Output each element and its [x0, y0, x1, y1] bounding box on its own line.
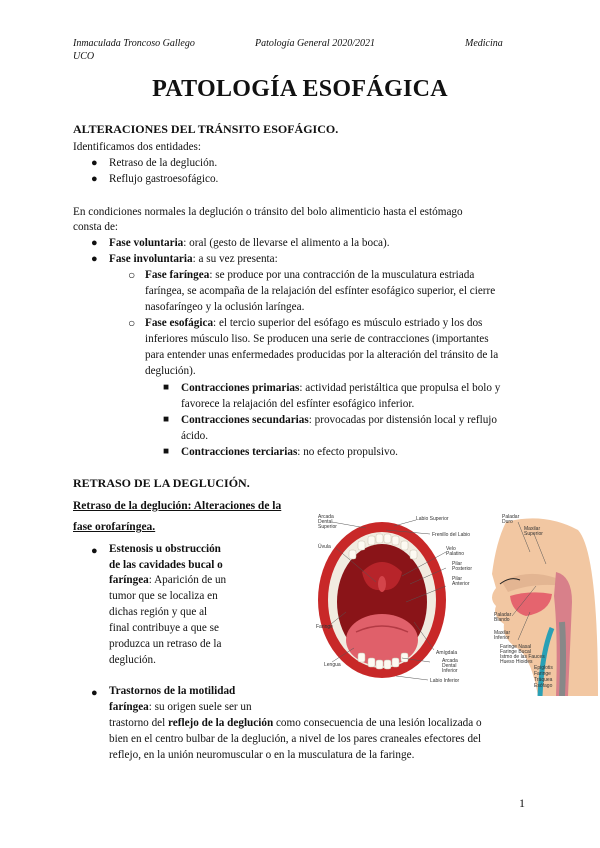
contracciones-terciarias: Contracciones terciarias: no efecto propulsivo.	[181, 446, 398, 458]
svg-text:Maxilar: Maxilar	[494, 630, 511, 636]
page-number: 1	[519, 796, 525, 810]
phase-voluntaria: Fase voluntaria: oral (gesto de llevarse el alimento a la boca).	[109, 237, 390, 249]
svg-text:Superior: Superior	[318, 524, 337, 530]
anatomy-figure	[306, 512, 598, 696]
header-author	[73, 37, 195, 63]
svg-text:Paladar: Paladar	[502, 514, 520, 520]
svg-text:Epiglotis: Epiglotis	[534, 665, 553, 671]
svg-text:Pilar: Pilar	[452, 576, 463, 582]
svg-text:Istmo de las Fauces: Istmo de las Fauces	[500, 654, 545, 660]
paragraph-line: inferiores músculo liso. Se producen una serie de contracciones (importantes	[145, 333, 489, 345]
paragraph-line: dichas región y que al	[109, 606, 208, 618]
bullet-icon: ●	[91, 687, 98, 699]
paragraph-line: final contribuye a que se	[109, 622, 219, 634]
contracciones-primarias: Contracciones primarias: actividad peristáltica que propulsa el bolo y	[181, 382, 501, 394]
entity-item: Retraso de la deglución.	[109, 157, 218, 169]
section-heading-transito: ALTERACIONES DEL TRÁNSITO ESOFÁGICO.	[73, 122, 339, 136]
svg-text:Dental: Dental	[318, 519, 333, 525]
estenosis-title: de las cavidades bucal o	[109, 559, 223, 571]
fase-esofagica: Fase esofágica: el tercio superior del esófago es músculo estriado y los dos	[145, 317, 483, 329]
svg-text:Lengua: Lengua	[324, 662, 341, 668]
svg-text:Dental: Dental	[442, 663, 457, 669]
paragraph-line: consta de:	[73, 221, 119, 233]
trastornos-line: trastorno del reflejo de la deglución como consecuencia de una lesión localizada o	[109, 717, 482, 729]
svg-text:Hueso Hioides: Hueso Hioides	[500, 659, 533, 665]
header-degree: Medicina	[465, 38, 503, 49]
bullet-icon: ●	[91, 173, 98, 185]
paragraph-line: nasofaríngeo y la oclusión laríngea.	[145, 301, 305, 313]
paragraph-line: En condiciones normales la deglución o tránsito del bolo alimenticio hasta el estómago	[73, 206, 463, 218]
author-name: Inmaculada Troncoso Gallego	[73, 38, 195, 49]
paragraph-line: deglución).	[145, 365, 196, 377]
circle-bullet-icon: ○	[128, 316, 136, 330]
svg-text:Úvula: Úvula	[318, 544, 331, 550]
open-mouth-illustration	[318, 522, 446, 678]
page-title: PATOLOGÍA ESOFÁGICA	[152, 76, 448, 102]
phase-involuntaria: Fase involuntaria: a su vez presenta:	[109, 253, 278, 265]
bullet-icon: ●	[91, 157, 98, 169]
svg-text:Esófago: Esófago	[534, 683, 553, 689]
intro-text: Identificamos dos entidades:	[73, 141, 202, 153]
subheading-line: Retraso de la deglución: Alteraciones de la	[73, 500, 282, 512]
university-name: UCO	[73, 51, 95, 62]
fase-faringea: Fase faríngea: se produce por una contracción de la musculatura estriada	[145, 269, 475, 281]
svg-text:Faringe Nasal: Faringe Nasal	[500, 644, 532, 650]
svg-text:Arcada: Arcada	[442, 658, 458, 664]
svg-text:Palatino: Palatino	[446, 551, 465, 557]
svg-text:Labio Superior: Labio Superior	[416, 516, 449, 522]
bullet-icon: ●	[91, 253, 98, 265]
paragraph-line: faríngea, se acompaña de la relajación del esfínter esofágico superior, el cierre	[145, 285, 496, 297]
svg-text:Duro: Duro	[502, 519, 513, 525]
paragraph-line: bien en el centro bulbar de la deglución, a nivel de los pares craneales efectores del	[109, 733, 482, 745]
svg-text:Faringe: Faringe	[534, 671, 551, 677]
svg-text:Velo: Velo	[446, 546, 456, 552]
paragraph-line: produzca un retraso de la	[109, 638, 222, 650]
square-bullet-icon: ■	[163, 446, 170, 457]
svg-text:Labio Inferior: Labio Inferior	[430, 678, 460, 684]
trastornos-line: faríngea: su origen suele ser un	[109, 701, 252, 713]
bullet-icon: ●	[91, 237, 98, 249]
trastornos-title: Trastornos de la motilidad	[109, 685, 236, 697]
svg-text:Maxilar: Maxilar	[524, 526, 541, 532]
svg-text:Superior: Superior	[524, 531, 543, 537]
svg-text:Faringe: Faringe	[316, 624, 333, 630]
section-heading-retraso: RETRASO DE LA DEGLUCIÓN.	[73, 476, 250, 490]
svg-text:Arcada: Arcada	[318, 514, 334, 520]
square-bullet-icon: ■	[163, 382, 170, 393]
svg-text:Inferior: Inferior	[442, 668, 458, 674]
anatomy-illustration	[306, 512, 598, 696]
svg-text:Tráquea: Tráquea	[534, 677, 553, 683]
svg-text:Frenillo del Labio: Frenillo del Labio	[432, 532, 471, 538]
contracciones-secundarias: Contracciones secundarias: provocadas por distensión local y reflujo	[181, 414, 497, 426]
bullet-icon: ●	[91, 545, 98, 557]
header-subject: Patología General 2020/2021	[255, 38, 375, 49]
paragraph-line: ácido.	[181, 430, 209, 442]
svg-text:Inferior: Inferior	[494, 635, 510, 641]
paragraph-line: tumor que se localiza en	[109, 590, 218, 602]
svg-text:Posterior: Posterior	[452, 566, 473, 572]
square-bullet-icon: ■	[163, 414, 170, 425]
svg-text:Anterior: Anterior	[452, 581, 470, 587]
svg-text:Paladar: Paladar	[494, 612, 512, 618]
entity-item: Reflujo gastroesofágico.	[109, 173, 219, 185]
svg-text:Faringe Bucal: Faringe Bucal	[500, 649, 531, 655]
paragraph-line: favorece la relajación del esfínter esofágico inferior.	[181, 398, 415, 410]
svg-text:Amígdala: Amígdala	[436, 650, 458, 656]
svg-text:Blando: Blando	[494, 617, 510, 623]
estenosis-line: faríngea: Aparición de un	[109, 574, 227, 586]
paragraph-line: deglución.	[109, 654, 156, 666]
estenosis-title: Estenosis u obstrucción	[109, 543, 221, 555]
subheading-line: fase orofaríngea.	[73, 521, 156, 533]
paragraph-line: para entender unas enfermedades producidas por la alteración del tránsito de la	[145, 349, 499, 361]
paragraph-line: reflejo, en la unión neuromuscular o en la musculatura de la faringe.	[109, 749, 415, 761]
svg-text:Pilar: Pilar	[452, 561, 463, 567]
circle-bullet-icon: ○	[128, 268, 136, 282]
